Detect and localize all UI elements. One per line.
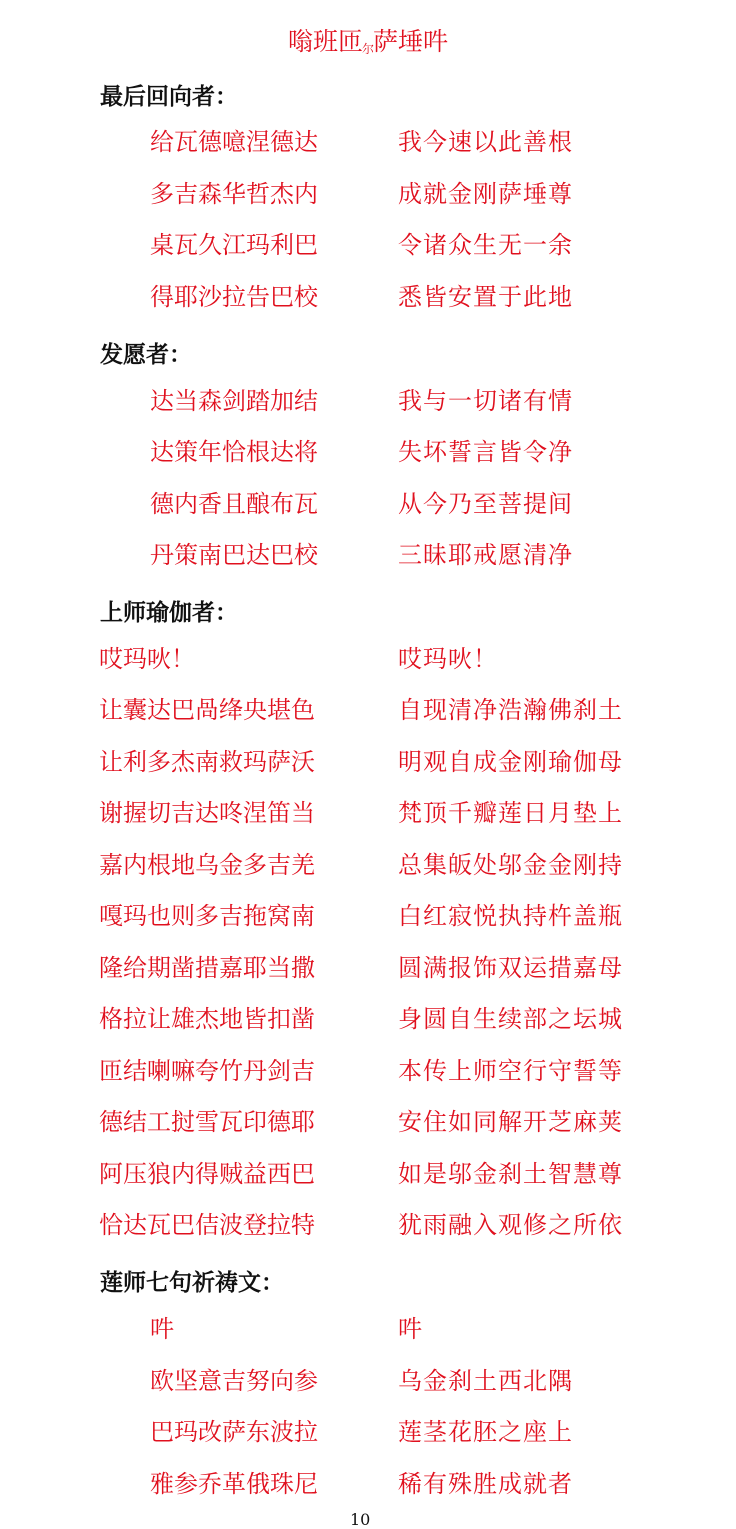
verse-right-line: 梵顶千瓣莲日月垫上: [398, 799, 623, 827]
section-heading-seven-line-prayer: 莲师七句祈祷文：: [100, 1269, 284, 1296]
verse-left-line: 德结工挝雪瓦印德耶: [99, 1108, 315, 1136]
verse-right-line: 自现清净浩瀚佛刹土: [398, 696, 623, 724]
verse-left-line: 德内香且酿布瓦: [150, 490, 318, 518]
verse-left-line: 多吉森华哲杰内: [150, 180, 318, 208]
verse-right-line: 白红寂悦执持杵盖瓶: [398, 902, 623, 930]
verse-left-line: 恰达瓦巴佶波登拉特: [99, 1211, 315, 1239]
verse-right-line: 从今乃至菩提间: [398, 490, 573, 518]
verse-left-line: 让囊达巴咼绛央堪色: [99, 696, 315, 724]
verse-right-line: 本传上师空行守誓等: [398, 1057, 623, 1085]
verse-left-line: 桌瓦久江玛利巴: [150, 231, 318, 259]
verse-left-line: 谢握切吉达咚涅笛当: [99, 799, 315, 827]
title-part-2: 萨埵吽: [373, 27, 449, 56]
verse-right-line: 成就金刚萨埵尊: [398, 180, 573, 208]
verse-right-line: 吽: [398, 1315, 423, 1343]
verse-left-line: 欧坚意吉努向参: [150, 1367, 318, 1395]
verse-left-line: 格拉让雄杰地皆扣凿: [99, 1005, 315, 1033]
verse-left-line: 吽: [150, 1315, 174, 1343]
verse-right-line: 稀有殊胜成就者: [398, 1470, 573, 1498]
verse-left-line: 给瓦德噫涅德达: [150, 128, 318, 156]
mantra-title: [0, 22, 736, 58]
verse-left-line: 隆给期凿措嘉耶当撒: [99, 954, 315, 982]
verse-left-line: 雅参乔革俄珠尼: [150, 1470, 318, 1498]
verse-right-line: 圆满报饰双运措嘉母: [398, 954, 623, 982]
verse-left-line: 哎玛吙！: [99, 645, 195, 673]
verse-right-line: 令诸众生无一余: [398, 231, 573, 259]
verse-right-line: 犹雨融入观修之所依: [398, 1211, 623, 1239]
verse-left-line: 达策年恰根达将: [150, 438, 318, 466]
verse-left-line: 嘎玛也则多吉拖窝南: [99, 902, 315, 930]
verse-right-line: 我与一切诸有情: [398, 387, 573, 415]
title-small-char: 尔: [361, 42, 374, 56]
verse-right-line: 悉皆安置于此地: [398, 283, 573, 311]
verse-right-line: 总集皈处邬金金刚持: [398, 851, 623, 879]
verse-left-line: 巴玛改萨东波拉: [150, 1418, 318, 1446]
section-heading-guru-yoga: 上师瑜伽者：: [100, 599, 238, 626]
title-part-1: 嗡班匝: [287, 27, 363, 56]
verse-right-line: 身圆自生续部之坛城: [398, 1005, 623, 1033]
section-heading-aspiration: 发愿者：: [100, 341, 192, 368]
verse-left-line: 匝结喇嘛夸竹丹剑吉: [99, 1057, 315, 1085]
verse-left-line: 得耶沙拉告巴校: [150, 283, 318, 311]
verse-left-line: 达当森剑踏加结: [150, 387, 318, 415]
section-heading-dedication: 最后回向者：: [100, 83, 238, 110]
verse-right-line: 莲茎花胚之座上: [398, 1418, 573, 1446]
verse-left-line: 阿压狼内得贼益西巴: [99, 1160, 315, 1188]
verse-right-line: 如是邬金刹土智慧尊: [398, 1160, 623, 1188]
verse-left-line: 让利多杰南救玛萨沃: [99, 748, 315, 776]
verse-right-line: 三昧耶戒愿清净: [398, 541, 573, 569]
verse-right-line: 我今速以此善根: [398, 128, 573, 156]
verse-right-line: 乌金刹土西北隅: [398, 1367, 573, 1395]
verse-right-line: 安住如同解开芝麻荚: [398, 1108, 623, 1136]
verse-right-line: 明观自成金刚瑜伽母: [398, 748, 623, 776]
verse-right-line: 失坏誓言皆令净: [398, 438, 573, 466]
page-number: 10: [350, 1510, 371, 1529]
verse-right-line: 哎玛吙！: [398, 645, 498, 673]
verse-left-line: 丹策南巴达巴校: [150, 541, 318, 569]
verse-left-line: 嘉内根地乌金多吉羌: [99, 851, 315, 879]
